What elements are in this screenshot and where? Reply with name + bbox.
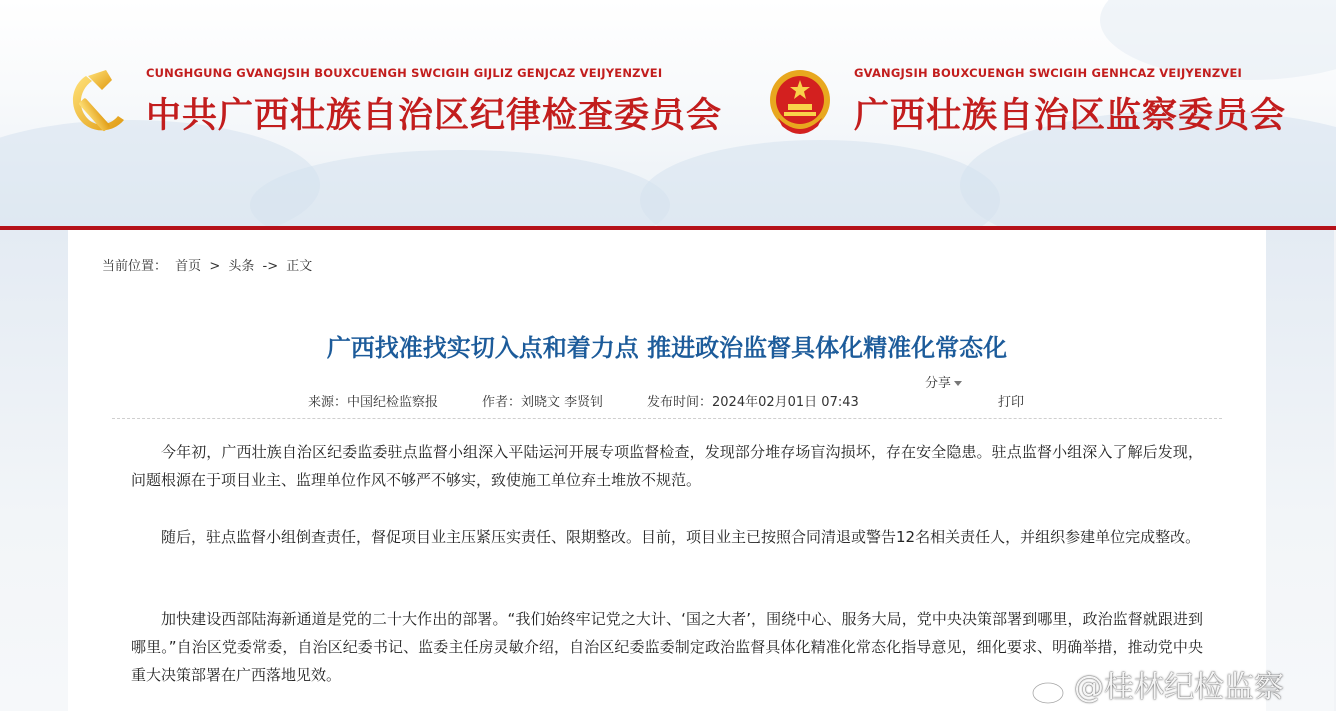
breadcrumb-separator: -> [262,259,279,274]
breadcrumb-section-link[interactable]: 头条 [228,259,255,274]
article-author: 作者：刘晓文 李贤钊 [482,395,604,410]
supervision-commission-latin: GVANGJSIH BOUXCUENGH SWCIGIH GENHCAZ VEIJYENZVEI [854,66,1243,80]
supervision-commission-title: 广西壮族自治区监察委员会 [854,95,1287,136]
breadcrumb [102,255,316,274]
left-side-decoration [0,230,68,711]
weibo-watermark [1030,662,1284,706]
article-title: 广西找准找实切入点和着力点 推进政治监督具体化精准化常态化 [326,334,1008,362]
meta-divider [112,418,1222,419]
article-page [68,230,1266,711]
watermark-text: @桂林纪检监察 [1074,670,1284,705]
supervision-commission-brand[interactable] [768,62,1288,142]
chevron-down-icon [954,381,962,386]
breadcrumb-home-link[interactable]: 首页 [175,259,202,274]
article-paragraph: 随后，驻点监督小组倒查责任，督促项目业主压紧压实责任、限期整改。目前，项目业主已按照合同清退或警告12名相关责任人，并组织参建单位完成整改。 [161,528,1201,546]
right-side-decoration [1266,230,1334,711]
cpc-commission-latin: CUNGHGUNG GVANGJSIH BOUXCUENGH SWCIGIH GIJLIZ GENJCAZ VEIJYENZVEI [146,66,663,80]
article-source: 来源：中国纪检监察报 [308,395,439,410]
breadcrumb-current: 正文 [286,259,313,274]
cpc-commission-brand[interactable] [66,62,723,142]
breadcrumb-prefix: 当前位置： [102,259,168,274]
share-button[interactable] [925,372,962,391]
national-emblem-icon [768,68,832,138]
print-button[interactable]: 打印 [998,395,1025,410]
share-label: 分享 [925,376,952,391]
site-header [0,0,1336,226]
breadcrumb-separator: > [209,259,221,274]
article-publish-time: 发布时间：2024年02月01日 07:43 [647,395,859,410]
article-paragraph: 今年初，广西壮族自治区纪委监委驻点监督小组深入平陆运河开展专项监督检查，发现部分堆存场盲沟损坏，存在安全隐患。驻点监督小组深入了解后发现，问题根源在于项目业主、监理单位作风不够严不够实，致使施工单位弃土堆放不规范。 [131,443,1203,489]
weibo-icon [1030,673,1070,705]
cpc-commission-title: 中共广西壮族自治区纪律检查委员会 [146,95,723,136]
hammer-sickle-icon [66,70,130,136]
article-paragraph: 加快建设西部陆海新通道是党的二十大作出的部署。“我们始终牢记党之大计、‘国之大者’，围绕中心、服务大局，党中央决策部署到哪里，政治监督就跟进到哪里。”自治区党委常委，自治区纪委书记、监委主任房灵敏介绍，自治区纪委监委制定政治监督具体化精准化常态化指导意见，细化要求、明确举措，推动党中央重大决策部署在广西落地见效。 [131,610,1203,684]
